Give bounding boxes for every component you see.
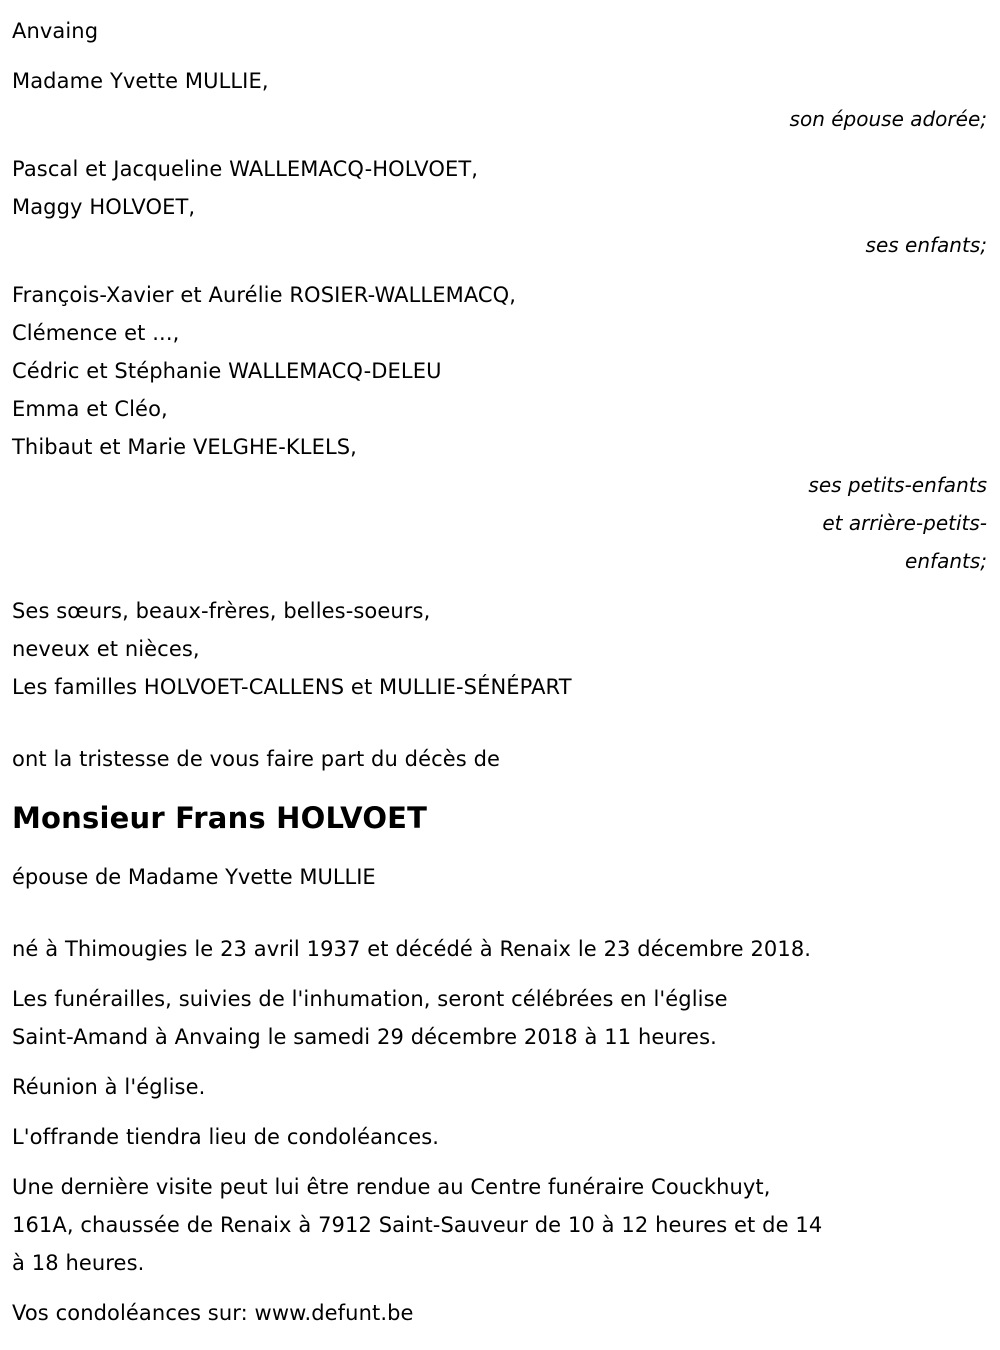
survivor-name: Emma et Cléo,	[12, 397, 168, 421]
survivor-name: Clémence et ...,	[12, 321, 180, 345]
locality-line: Anvaing	[12, 19, 99, 43]
spacer	[12, 838, 992, 858]
spacer	[12, 580, 992, 592]
survivor-group-children	[12, 150, 992, 264]
extended-family-block	[12, 592, 992, 706]
spacer	[12, 1056, 992, 1068]
extended-family-line: Les familles HOLVOET-CALLENS et MULLIE-SÉNÉPART	[12, 675, 572, 699]
survivor-name: Pascal et Jacqueline WALLEMACQ-HOLVOET,	[12, 157, 479, 181]
condolences-line: Vos condoléances sur: www.defunt.be	[12, 1301, 414, 1325]
survivor-group-grandchildren	[12, 276, 992, 580]
funeral-details-block	[12, 980, 992, 1056]
relation-label-line: et arrière-petits-	[822, 511, 987, 535]
deceased-name: Monsieur Frans HOLVOET	[12, 801, 428, 835]
spacer	[12, 968, 992, 980]
deceased-spouse-line: épouse de Madame Yvette MULLIE	[12, 865, 376, 889]
visitation-line: à 18 heures.	[12, 1251, 145, 1275]
spacer	[12, 264, 992, 276]
spacer	[12, 1282, 992, 1294]
announcement-line: ont la tristesse de vous faire part du décès de	[12, 747, 501, 771]
visitation-line: Une dernière visite peut lui être rendue au Centre funéraire Couckhuyt,	[12, 1175, 771, 1199]
survivor-name: Cédric et Stéphanie WALLEMACQ-DELEU	[12, 359, 442, 383]
funeral-line: Saint-Amand à Anvaing le samedi 29 décembre 2018 à 11 heures.	[12, 1025, 717, 1049]
survivor-name: Thibaut et Marie VELGHE-KLELS,	[12, 435, 357, 459]
relation-label: ses enfants;	[865, 233, 987, 257]
survivor-name: Madame Yvette MULLIE,	[12, 69, 269, 93]
relation-label-block	[12, 466, 992, 580]
relation-label-line: enfants;	[905, 549, 987, 573]
spacer	[12, 50, 992, 62]
survivor-name: Maggy HOLVOET,	[12, 195, 196, 219]
relation-label-line: ses petits-enfants	[808, 473, 987, 497]
spacer	[12, 896, 992, 930]
spacer	[12, 706, 992, 740]
visitation-block	[12, 1168, 992, 1282]
spacer	[12, 138, 992, 150]
gathering-line: Réunion à l'église.	[12, 1075, 206, 1099]
extended-family-line: neveux et nièces,	[12, 637, 200, 661]
spacer	[12, 1106, 992, 1118]
visitation-line: 161A, chaussée de Renaix à 7912 Saint-Sauveur de 10 à 12 heures et de 14	[12, 1213, 823, 1237]
extended-family-line: Ses sœurs, beaux-frères, belles-soeurs,	[12, 599, 431, 623]
survivor-name: François-Xavier et Aurélie ROSIER-WALLEMACQ,	[12, 283, 517, 307]
relation-label: son épouse adorée;	[789, 107, 987, 131]
survivor-group-spouse	[12, 62, 992, 138]
spacer	[12, 1156, 992, 1168]
offering-line: L'offrande tiendra lieu de condoléances.	[12, 1125, 440, 1149]
life-dates-line: né à Thimougies le 23 avril 1937 et décédé à Renaix le 23 décembre 2018.	[12, 937, 812, 961]
spacer	[12, 778, 992, 798]
funeral-line: Les funérailles, suivies de l'inhumation, seront célébrées en l'église	[12, 987, 728, 1011]
